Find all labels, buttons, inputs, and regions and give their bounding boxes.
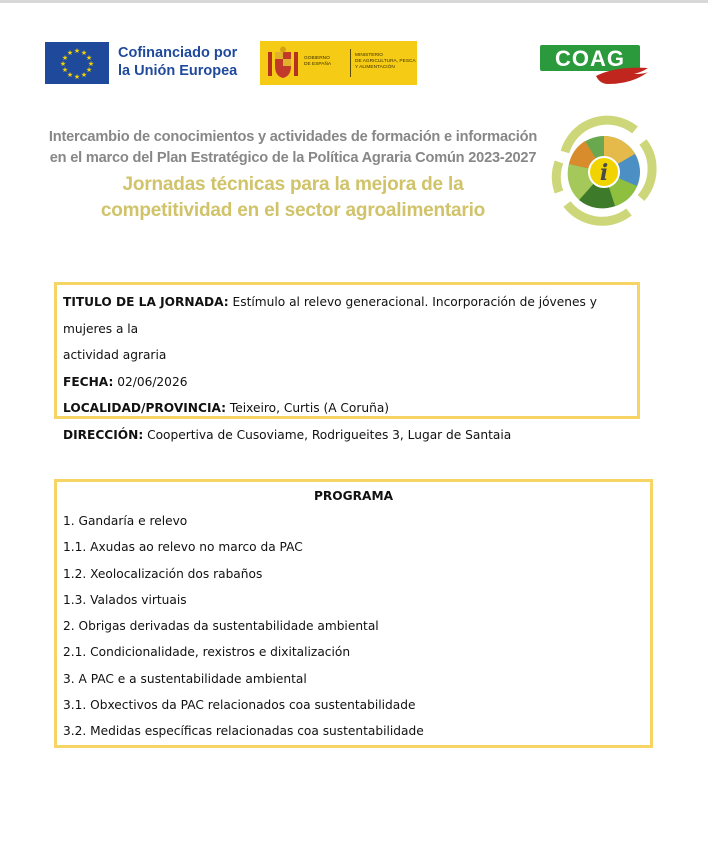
program-heading: PROGRAMA — [313, 489, 394, 503]
program-item: 1.1. Axudas ao relevo no marco da PAC — [63, 540, 303, 555]
program-item: 1. Gandaría e relevo — [63, 514, 188, 528]
svg-text:★: ★ — [61, 66, 69, 74]
program-item: 1.2. Xeolocalización dos rabaños — [63, 566, 263, 581]
coag-logo — [536, 42, 654, 86]
program-item: 3.1. Obxectivos da PAC relacionados coa sustentabilidade — [63, 698, 416, 713]
event-title-continuation: actividad agraria — [63, 348, 167, 362]
program-item: 1.3. Valados virtuais — [63, 592, 187, 607]
event-details-box — [54, 282, 640, 442]
svg-text:★: ★ — [59, 60, 67, 68]
svg-text:★: ★ — [73, 47, 81, 55]
program-description: Intercambio de conocimientos y actividades de formación e información en el marco del Plan Estratégico de la Política Agraria Común 2023-2027 — [48, 129, 538, 166]
svg-text:★: ★ — [80, 71, 88, 79]
program-item: 3. A PAC e a sustentabilidade ambiental — [63, 671, 307, 686]
svg-text:★: ★ — [66, 49, 74, 57]
svg-text:★: ★ — [80, 49, 88, 57]
coat-of-arms-icon — [266, 46, 300, 80]
program-item: 2. Obrigas derivadas da sustentabilidade ambiental — [63, 619, 379, 634]
eu-cofinanced-text: Cofinanciado por la Unión Europea — [118, 45, 238, 79]
program-item: 2.1. Condicionalidade, rexistros e dixitalización — [63, 645, 351, 660]
svg-text:i: i — [599, 160, 609, 186]
gobierno-espana-logo: GOBIERNO DE ESPAÑA MINISTERIO DE AGRICULTURA, PESCA Y ALIMENTACIÓN — [260, 41, 417, 85]
eu-flag-logo — [45, 42, 109, 84]
program-item: 3.2. Medidas específicas relacionadas coa sustentabilidade — [63, 724, 424, 739]
info-agriculture-icon — [545, 112, 663, 230]
event-title-line: TITULO DE LA JORNADA: Estímulo al relevo generacional. Incorporación de jóvenes y mujeres a la — [63, 295, 597, 336]
svg-text:★: ★ — [73, 73, 81, 81]
event-location-line: LOCALIDAD/PROVINCIA: Teixeiro, Curtis (A Coruña) — [63, 401, 390, 415]
svg-text:★: ★ — [85, 66, 93, 74]
svg-text:★: ★ — [85, 54, 93, 62]
svg-text:★: ★ — [87, 60, 95, 68]
top-divider — [0, 0, 708, 3]
svg-text:COAG: COAG — [555, 46, 625, 71]
svg-text:★: ★ — [61, 54, 69, 62]
svg-text:★: ★ — [66, 71, 74, 79]
event-date-line: FECHA: 02/06/2026 — [63, 374, 188, 389]
program-box — [54, 479, 653, 748]
jornadas-subtitle: Jornadas técnicas para la mejora de la competitividad en el sector agroalimentario — [100, 174, 486, 221]
event-address-line: DIRECCIÓN: Coopertiva de Cusoviame, Rodrigueites 3, Lugar de Santaia — [63, 427, 512, 442]
